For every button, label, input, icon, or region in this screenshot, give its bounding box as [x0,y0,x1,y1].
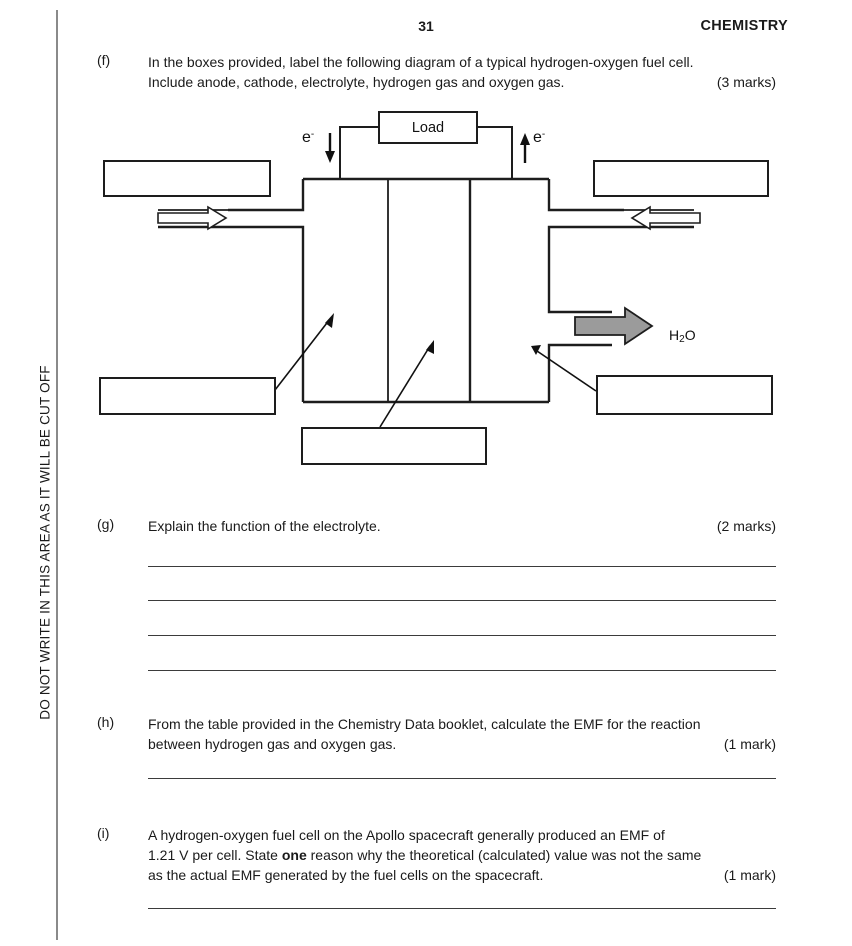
question-i-line2-c: reason why the theoretical (calculated) value was not the same [306,847,702,863]
question-g-marks: (2 marks) [716,518,776,534]
question-label-h: (h) [97,714,115,730]
question-i-emphasis-one: one [281,847,307,863]
question-i-marks: (1 mark) [723,867,776,883]
question-f-line1: In the boxes provided, label the following diagram of a typical hydrogen-oxygen fuel cell. [148,54,694,70]
subject-header: CHEMISTRY [700,18,788,34]
fuel-cell-diagram [0,105,852,485]
question-i-line2 [148,845,776,865]
answer-line-i-1[interactable] [148,908,776,909]
circuit-wire-right [478,127,512,179]
answer-line-g-4[interactable] [148,670,776,671]
answer-box-top-right[interactable] [593,160,769,197]
answer-line-g-1[interactable] [148,566,776,567]
circuit-wire-left [340,127,378,179]
question-g-line1: Explain the function of the electrolyte. [148,518,381,534]
leader-arrow-head-anode [325,313,334,328]
load-label: Load [411,119,445,136]
question-h-line2: between hydrogen gas and oxygen gas. [148,736,397,752]
answer-box-top-left[interactable] [103,160,271,197]
question-i-line1: A hydrogen-oxygen fuel cell on the Apollo spacecraft generally produced an EMF of [148,827,665,843]
answer-box-bottom-center[interactable] [301,427,487,465]
cell-left-channel-wall [228,227,303,402]
question-f-line2: Include anode, cathode, electrolyte, hydrogen gas and oxygen gas. [148,74,565,90]
electron-label-right: e- [533,129,546,146]
question-i-line3: as the actual EMF generated by the fuel cells on the spacecraft. [148,867,544,883]
question-text-g [148,516,776,536]
question-text-i [148,825,776,885]
question-h-marks: (1 mark) [723,736,776,752]
answer-line-h-1[interactable] [148,778,776,779]
question-label-i: (i) [97,825,110,841]
answer-line-g-3[interactable] [148,635,776,636]
answer-box-bottom-left[interactable] [99,377,276,415]
question-text-f [148,52,776,92]
electron-label-left: e- [302,129,315,146]
question-label-f: (f) [97,52,111,68]
margin-warning-text: DO NOT WRITE IN THIS AREA AS IT WILL BE CUT OFF [37,365,53,720]
answer-line-g-2[interactable] [148,600,776,601]
load-box [378,111,478,144]
electron-left-arrow-head [325,151,335,163]
question-label-g: (g) [97,516,115,532]
answer-box-bottom-right[interactable] [596,375,773,415]
question-text-h [148,714,776,754]
question-h-line1: From the table provided in the Chemistry Data booklet, calculate the EMF for the reaction [148,716,701,732]
page-number: 31 [418,18,434,34]
water-label: $H_2O$ [669,327,696,345]
cell-right-channel-wall [549,227,624,312]
electron-right-arrow-head [520,133,530,145]
question-f-marks: (3 marks) [716,74,776,90]
question-i-line2-a: 1.21 V per cell. State [148,847,282,863]
leader-line-cathode [537,351,596,391]
water-outlet-arrow-icon [575,308,652,344]
